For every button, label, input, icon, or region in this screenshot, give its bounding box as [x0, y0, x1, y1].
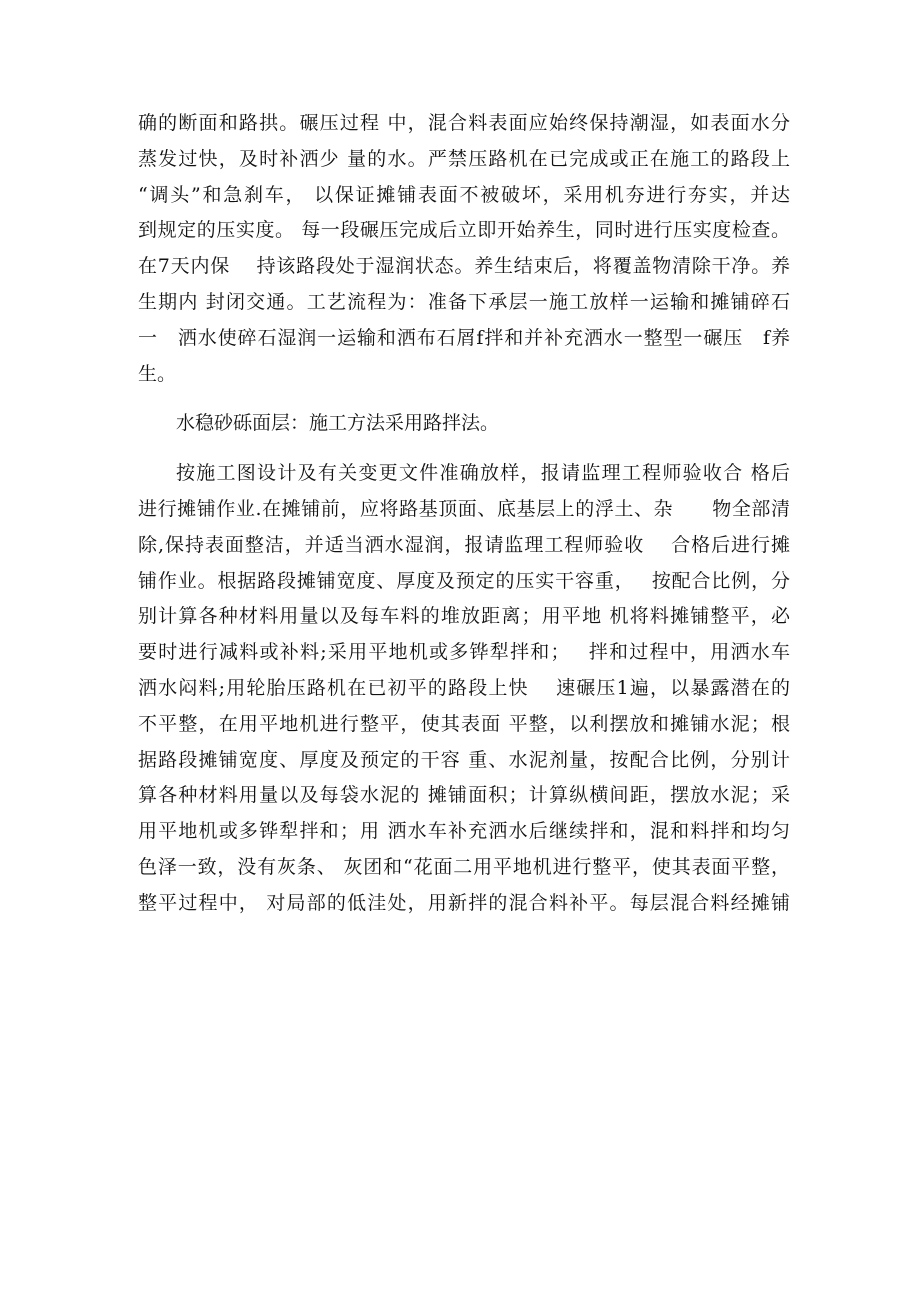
text-line: 进行摊铺作业.在摊铺前，应将路基顶面、底基层上的浮土、杂 物全部清: [138, 497, 790, 520]
paragraph-3: [138, 456, 790, 921]
text-line: 不平整，在用平地机进行整平，使其表面 平整，以利摆放和摊铺水泥；根: [138, 712, 790, 735]
text-line: 洒水闷料;用轮胎压路机在已初平的路段上快 速碾压1遍，以暴露潜在的: [138, 676, 790, 699]
text-line: 生。: [138, 362, 177, 385]
text-line: 一 洒水使碎石湿润一运输和洒布石屑f拌和并补充洒水一整型一碾压 f养: [138, 326, 790, 349]
text-line: 据路段摊铺宽度、厚度及预定的干容 重、水泥剂量，按配合比例，分别计: [138, 748, 790, 771]
text-line: 按施工图设计及有关变更文件准确放样，报请监理工程师验收合 格后: [176, 462, 790, 485]
text-line: 生期内 封闭交通。工艺流程为：准备下承层一施工放样一运输和摊铺碎石: [138, 290, 790, 313]
text-line: 别计算各种材料用量以及每车料的堆放距离；用平地 机将料摊铺整平，必: [138, 605, 790, 628]
text-line: 到规定的压实度。 每一段碾压完成后立即开始养生，同时进行压实度检查。: [138, 219, 790, 242]
text-line: 蒸发过快，及时补洒少 量的水。严禁压路机在已完成或正在施工的路段上: [138, 147, 790, 170]
document-page: [138, 106, 790, 922]
paragraph-2: [138, 406, 790, 442]
text-line: “调头”和急刹车， 以保证摊铺表面不被破坏，采用机夯进行夯实，并达: [138, 183, 790, 206]
text-line: 除,保持表面整洁，并适当洒水湿润，报请监理工程师验收 合格后进行摊: [138, 533, 790, 556]
text-line: 要时进行减料或补料;采用平地机或多铧犁拌和； 拌和过程中，用洒水车: [138, 641, 790, 664]
text-line: 算各种材料用量以及每袋水泥的 摊铺面积；计算纵横间距，摆放水泥；采: [138, 784, 790, 807]
text-line: 在7天内保 持该路段处于湿润状态。养生结束后，将覆盖物清除干净。养: [138, 255, 790, 278]
text-line: 水稳砂砾面层：施工方法采用路拌法。: [176, 412, 500, 435]
text-line: 确的断面和路拱。碾压过程 中，混合料表面应始终保持潮湿，如表面水分: [138, 112, 790, 134]
text-line: 用平地机或多铧犁拌和；用 洒水车补充洒水后继续拌和，混和料拌和均匀: [138, 820, 790, 843]
text-line: 整平过程中， 对局部的低洼处，用新拌的混合料补平。每层混合料经摊铺: [138, 891, 790, 914]
text-line: 色泽一致，没有灰条、 灰团和“花面二用平地机进行整平，使其表面平整，: [138, 855, 790, 878]
paragraph-1: [138, 106, 790, 392]
paragraph-gap: [138, 392, 790, 406]
paragraph-gap: [138, 442, 790, 456]
text-line: 铺作业。根据路段摊铺宽度、厚度及预定的压实干容重， 按配合比例，分: [138, 569, 790, 592]
